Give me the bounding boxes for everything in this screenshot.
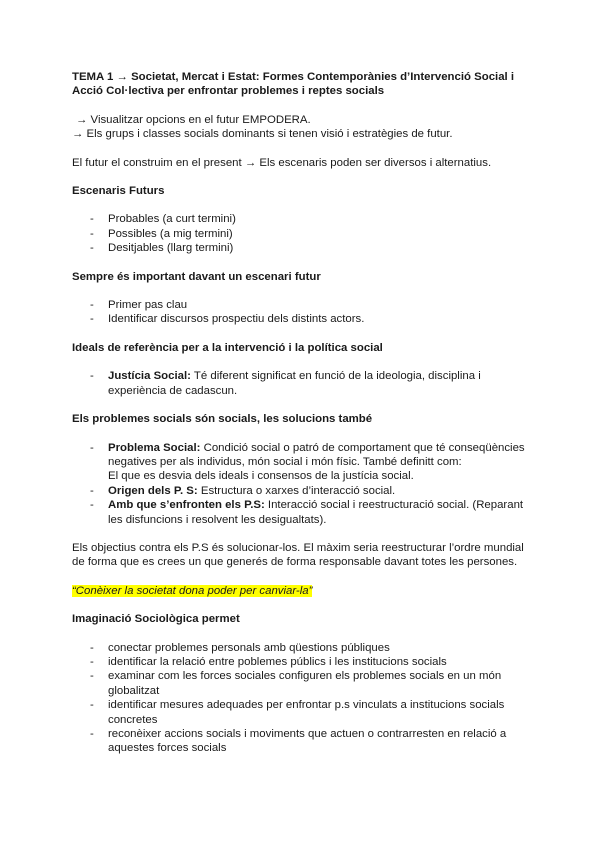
future-line: El futur el construim en el present → Els escenaris poden ser diversos i alternatius. [72,156,492,169]
list-item [72,369,534,398]
term-justicia: Justícia Social: [108,370,191,383]
heading-ideals: Ideals de referència per a la intervenció i la política social [72,341,383,354]
escenaris-list [72,212,534,255]
term-origen: Origen dels P. S: [108,484,198,497]
term-extra: El que es desvia dels ideals i consensos de la justícia social. [108,470,414,483]
list-item: - Desitjables (llarg termini) [72,241,534,255]
problemes-list [72,441,534,527]
highlighted-quote: “Conèixer la societat dona poder per canviar-la” [72,584,313,597]
imaginacio-list [72,641,534,756]
heading-escenaris: Escenaris Futurs [72,185,165,198]
list-item: - examinar com les forces sociales configuren els problemes socials en un món globalitzat [72,669,534,698]
list-item: - Probables (a curt termini) [72,212,534,226]
heading-sempre: Sempre és important davant un escenari futur [72,270,321,283]
intro-line-2: → Els grups i classes socials dominants si tenen visió i estratègies de futur. [72,128,453,141]
sempre-list [72,298,534,327]
document-title: TEMA 1 → Societat, Mercat i Estat: Formes Contemporànies d’Intervenció Social i Acció Col·lectiva per enfrontar problemes i reptes socials [72,71,515,98]
heading-problemes: Els problemes socials són socials, les solucions també [72,413,373,426]
list-item: - identificar mesures adequades per enfrontar p.s vinculats a institucions socials concretes [72,698,534,727]
list-item: - Identificar discursos prospectiu dels distints actors. [72,312,534,326]
term-enfronten: Amb que s’enfronten els P.S: [108,499,265,512]
term-text: Condició social o patró de comportament que té conseqüències negatives per als individus, món social i món físic. També definitt com: [108,441,525,468]
term-text: Estructura o xarxes d’interacció social. [197,484,396,497]
objectius-paragraph: Els objectius contra els P.S és solucionar-los. El màxim seria reestructurar l’ordre mundial de forma que es crees un que generés de forma responsable davant totes les persones. [72,541,524,569]
document-page [72,70,534,756]
list-item: - conectar problemes personals amb qüestions públiques [72,641,534,655]
term-problema: Problema Social: [108,441,201,454]
term-text: Interacció social i reestructuració social. (Reparant les disfuncions i resolvent les desigualtats). [108,499,524,526]
list-item [72,441,534,484]
list-item: - Possibles (a mig termini) [72,227,534,241]
intro-line-1: → Visualitzar opcions en el futur EMPODERA. [76,113,311,126]
ideals-list [72,369,534,398]
list-item [72,498,534,527]
list-item: - reconèixer accions socials i moviments que actuen o contrarresten en relació a aquestes forces socials [72,727,534,756]
list-item [72,484,534,498]
quote-line [72,584,534,598]
list-item: - identificar la relació entre poblemes públics i les institucions socials [72,655,534,669]
heading-imaginacio: Imaginació Sociològica permet [72,613,240,626]
list-item: - Primer pas clau [72,298,534,312]
term-text: Té diferent significat en funció de la ideologia, disciplina i experiència de cadascun. [108,370,481,397]
